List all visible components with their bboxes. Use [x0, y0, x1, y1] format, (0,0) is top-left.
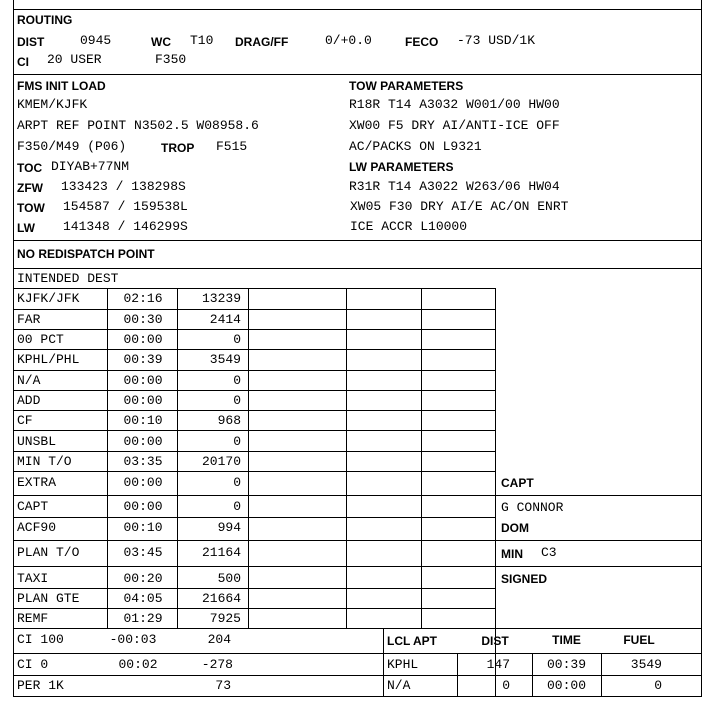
dist-label: DIST	[17, 35, 45, 49]
row-line	[13, 410, 496, 411]
row-fuel: 0	[233, 332, 241, 347]
tow-params-line: AC/PACKS ON L9321	[349, 139, 482, 154]
feco-label: FECO	[405, 35, 439, 49]
row-time: 04:05	[123, 591, 163, 606]
row-fuel: 0	[233, 499, 241, 514]
row-line	[13, 288, 496, 289]
row-label: CI 100	[17, 632, 64, 647]
zfw-label: ZFW	[17, 181, 43, 195]
frame-right	[701, 0, 702, 697]
row-time: 00:00	[123, 499, 163, 514]
row-label: EXTRA	[17, 475, 57, 490]
trop-value: F515	[216, 139, 248, 154]
section-divider	[13, 74, 702, 75]
feco-value: -73 USD/1K	[457, 33, 536, 48]
row-line	[13, 309, 496, 310]
lw-params-line: R31R T14 A3022 W263/06 HW04	[349, 179, 560, 194]
dragff-label: DRAG/FF	[235, 35, 289, 49]
lw-params-line: XW05 F30 DRY AI/E AC/ON ENRT	[350, 199, 569, 214]
row-time: 00:30	[123, 312, 163, 327]
row-time: 03:45	[123, 545, 163, 560]
row-fuel: 994	[217, 520, 241, 535]
row-fuel: 21664	[201, 591, 241, 606]
row-fuel: 0	[233, 475, 241, 490]
row-time: 00:00	[123, 373, 163, 388]
capt-label: CAPT	[501, 476, 534, 490]
row-fuel: 21164	[201, 545, 241, 560]
row-line	[13, 430, 496, 431]
row-label: ADD	[17, 393, 41, 408]
row-label: CI 0	[17, 657, 49, 672]
row-line	[13, 517, 496, 518]
dragff-value: 0/+0.0	[325, 33, 372, 48]
row-time: 00:10	[123, 520, 163, 535]
row-line	[13, 608, 496, 609]
arpt-ref-point: ARPT REF POINT N3502.5 W08958.6	[17, 118, 259, 133]
lw-params-title: LW PARAMETERS	[349, 160, 454, 174]
row-line	[13, 653, 702, 654]
section-divider	[13, 268, 702, 269]
ci-label: CI	[17, 55, 29, 69]
toc-label: TOC	[17, 161, 43, 175]
lcl-time-header: TIME	[552, 633, 581, 647]
lcl-fuel: 3549	[630, 657, 662, 672]
routing-title: ROUTING	[17, 13, 73, 27]
row-time: 00:00	[123, 393, 163, 408]
fl-wind: F350/M49 (P06)	[17, 139, 127, 154]
lcl-apt: KPHL	[387, 657, 419, 672]
row-time: 03:35	[123, 454, 163, 469]
row-fuel: 204	[207, 632, 231, 647]
row-label: KPHL/PHL	[17, 352, 80, 367]
row-fuel: 73	[215, 678, 231, 693]
tow-params-title: TOW PARAMETERS	[349, 79, 464, 93]
row-line	[13, 349, 496, 350]
row-label: PLAN GTE	[17, 591, 80, 606]
flight-level: F350	[155, 52, 187, 67]
lcl-fuel: 0	[654, 678, 662, 693]
lw-label: LW	[17, 221, 35, 235]
row-label: REMF	[17, 611, 49, 626]
row-line	[13, 451, 496, 452]
redispatch-title: NO REDISPATCH POINT	[17, 247, 155, 261]
tow-label: TOW	[17, 201, 45, 215]
row-line	[13, 540, 702, 541]
row-fuel: 968	[217, 413, 241, 428]
row-line	[13, 471, 496, 472]
row-time: 02:16	[123, 291, 163, 306]
row-label: MIN T/O	[17, 454, 72, 469]
fms-route: KMEM/KJFK	[17, 97, 88, 112]
lcl-fuel-header: FUEL	[623, 633, 655, 647]
lcl-dist: 147	[486, 657, 510, 672]
lw-value: 141348 / 146299S	[63, 219, 188, 234]
frame-bottom	[13, 696, 702, 697]
lcl-dist-header: DIST	[481, 634, 509, 648]
row-label: N/A	[17, 373, 41, 388]
row-fuel: 7925	[209, 611, 241, 626]
row-fuel: 20170	[201, 454, 241, 469]
row-time: 01:29	[123, 611, 163, 626]
min-label: MIN	[501, 547, 523, 561]
lw-params-line: ICE ACCR L10000	[350, 219, 468, 234]
lcl-dist: 0	[502, 678, 510, 693]
row-time: 00:02	[118, 657, 158, 672]
row-time: 00:00	[123, 332, 163, 347]
row-fuel: 500	[217, 571, 241, 586]
row-line	[13, 566, 702, 567]
row-time: 00:39	[123, 352, 163, 367]
zfw-value: 133423 / 138298S	[61, 179, 186, 194]
row-line	[13, 329, 496, 330]
tow-value: 154587 / 159538L	[63, 199, 188, 214]
dist-value: 0945	[80, 33, 112, 48]
row-time: 00:00	[123, 434, 163, 449]
row-label: KJFK/JFK	[17, 291, 80, 306]
trop-label: TROP	[161, 141, 195, 155]
row-fuel: 0	[233, 434, 241, 449]
row-label: UNSBL	[17, 434, 57, 449]
col-line	[248, 288, 249, 628]
row-fuel: 2414	[209, 312, 241, 327]
fms-title: FMS INIT LOAD	[17, 79, 106, 93]
row-fuel: -278	[201, 657, 233, 672]
signed-label: SIGNED	[501, 572, 548, 586]
row-fuel: 0	[233, 373, 241, 388]
toc-value: DIYAB+77NM	[51, 159, 130, 174]
ci-value: 20 USER	[47, 52, 102, 67]
row-fuel: 0	[233, 393, 241, 408]
row-fuel: 13239	[201, 291, 241, 306]
lcl-time: 00:00	[546, 678, 586, 693]
row-label: 00 PCT	[17, 332, 64, 347]
row-label: FAR	[17, 312, 41, 327]
row-label: CAPT	[17, 499, 49, 514]
col-line	[421, 288, 422, 628]
lcl-time: 00:39	[546, 657, 586, 672]
row-line	[13, 370, 496, 371]
col-line	[346, 288, 347, 628]
dom-label: DOM	[501, 521, 529, 535]
tow-params-line: XW00 F5 DRY AI/ANTI-ICE OFF	[349, 118, 560, 133]
row-time: 00:10	[123, 413, 163, 428]
row-label: PLAN T/O	[17, 545, 80, 560]
row-line	[13, 495, 702, 496]
row-line	[13, 675, 702, 676]
row-fuel: 3549	[209, 352, 241, 367]
intended-dest-header: INTENDED DEST	[17, 271, 119, 286]
tow-params-line: R18R T14 A3032 W001/00 HW00	[349, 97, 560, 112]
row-label: ACF90	[17, 520, 57, 535]
wc-value: T10	[190, 33, 214, 48]
lcl-apt-header: LCL APT	[387, 634, 437, 648]
row-line	[13, 390, 496, 391]
lcl-apt: N/A	[387, 678, 411, 693]
min-value: C3	[541, 545, 557, 560]
frame-top	[13, 9, 702, 10]
row-time: 00:00	[123, 475, 163, 490]
row-time: 00:20	[123, 571, 163, 586]
row-line	[13, 588, 496, 589]
section-divider	[13, 240, 702, 241]
col-line	[383, 628, 384, 696]
row-line	[13, 628, 702, 629]
wc-label: WC	[151, 35, 171, 49]
row-time: -00:03	[109, 632, 157, 647]
capt-name: G CONNOR	[501, 500, 564, 515]
row-label: TAXI	[17, 571, 49, 586]
row-label: PER 1K	[17, 678, 64, 693]
row-label: CF	[17, 413, 33, 428]
